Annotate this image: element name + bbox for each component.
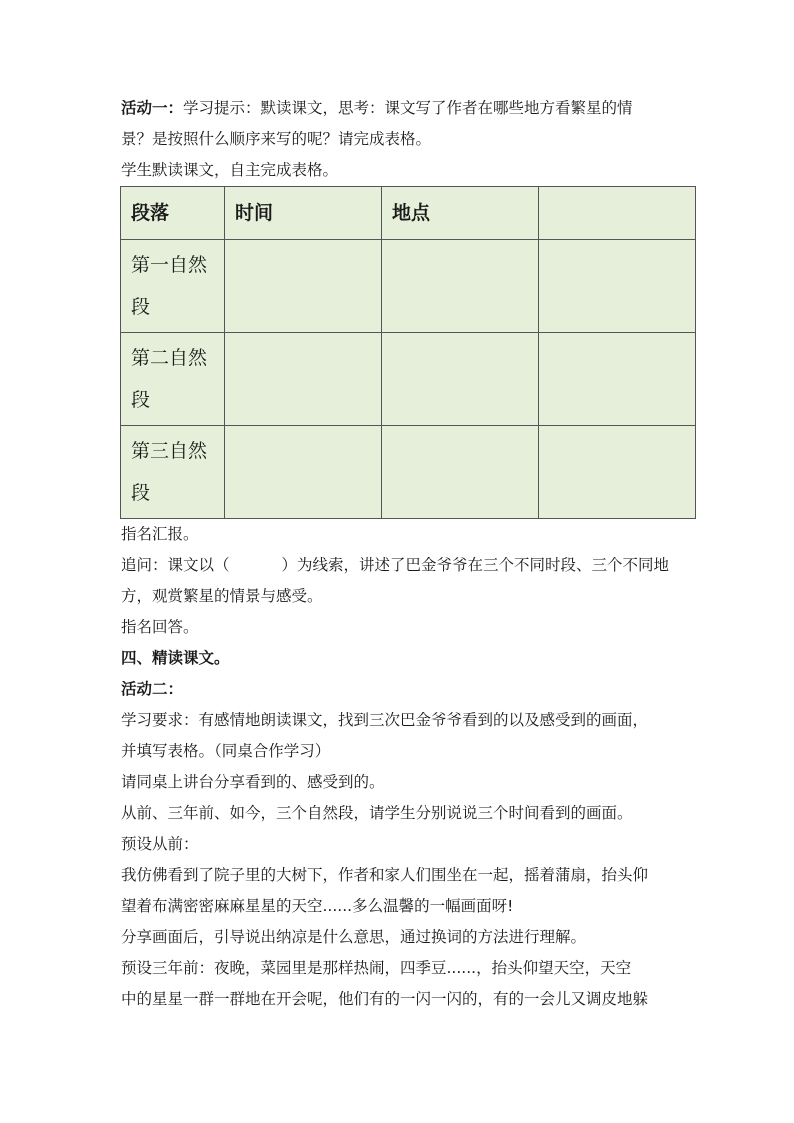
- activity2-req-line2: 并填写表格。（同桌合作学习）: [121, 742, 331, 760]
- table-header-cell: 地点: [382, 187, 539, 240]
- table-cell-time[interactable]: [225, 240, 382, 333]
- activity2-label: 活动二：: [121, 680, 184, 698]
- table-row: [121, 333, 696, 426]
- table-header-cell: 时间: [225, 187, 382, 240]
- activity1-instruction: 学生默读课文，自主完成表格。: [121, 161, 339, 179]
- share-line: 请同桌上讲台分享看到的、感受到的。: [121, 773, 385, 791]
- table-cell-place[interactable]: [382, 426, 539, 519]
- table-row: [121, 240, 696, 333]
- question-text-start: 追问：课文以（: [121, 556, 230, 574]
- table-cell-paragraph: 第三自然段: [121, 426, 225, 519]
- activity1-prompt-text: 学习提示：默读课文，思考：课文写了作者在哪些地方看繁星的情: [183, 99, 633, 117]
- three-times-line: 从前、三年前、如今，三个自然段，请学生分别说说三个时间看到的画面。: [121, 804, 633, 822]
- desc1-line2: 望着布满密密麻麻星星的天空......多么温馨的一幅画面呀!: [121, 897, 514, 915]
- question-line1: [121, 550, 681, 581]
- table-cell-extra[interactable]: [539, 240, 696, 333]
- activity1-label: 活动一：: [121, 99, 184, 117]
- desc1-line1: 我仿佛看到了院子里的大树下，作者和家人们围坐在一起，摇着蒲扇，抬头仰: [121, 866, 649, 884]
- section4-heading: 四、精读课文。: [121, 649, 230, 667]
- table-header-row: [121, 187, 696, 240]
- table-cell-time[interactable]: [225, 426, 382, 519]
- report-line: 指名汇报。: [121, 525, 199, 543]
- table-cell-time[interactable]: [225, 333, 382, 426]
- table-cell-extra[interactable]: [539, 426, 696, 519]
- document-body: [121, 93, 681, 1015]
- table-header-cell: 段落: [121, 187, 225, 240]
- answer-line: 指名回答。: [121, 618, 199, 636]
- after-picture-line: 分享画面后，引导说出纳凉是什么意思，通过换词的方法进行理解。: [121, 928, 587, 946]
- table-cell-place[interactable]: [382, 240, 539, 333]
- question-text-end: ）为线索，讲述了巴金爷爷在三个不同时段、三个不同地: [281, 556, 670, 574]
- preset-before-line: 预设从前：: [121, 835, 199, 853]
- activity2-req-line1: 学习要求：有感情地朗读课文，找到三次巴金爷爷看到的以及感受到的画面，: [121, 711, 649, 729]
- table-cell-place[interactable]: [382, 333, 539, 426]
- reading-table: [120, 186, 696, 519]
- table-cell-paragraph: 第一自然段: [121, 240, 225, 333]
- desc2-line1: 预设三年前：夜晚，菜园里是那样热闹，四季豆......，抬头仰望天空，天空: [121, 959, 632, 977]
- activity1-prompt-line1: [121, 93, 681, 124]
- table-header-cell: [539, 187, 696, 240]
- activity1-prompt-line2: 景？是按照什么顺序来写的呢？请完成表格。: [121, 130, 432, 148]
- question-line2: 方，观赏繁星的情景与感受。: [121, 587, 323, 605]
- table-cell-extra[interactable]: [539, 333, 696, 426]
- desc2-line2: 中的星星一群一群地在开会呢，他们有的一闪一闪的，有的一会儿又调皮地躲: [121, 990, 649, 1008]
- table-row: [121, 426, 696, 519]
- table-cell-paragraph: 第二自然段: [121, 333, 225, 426]
